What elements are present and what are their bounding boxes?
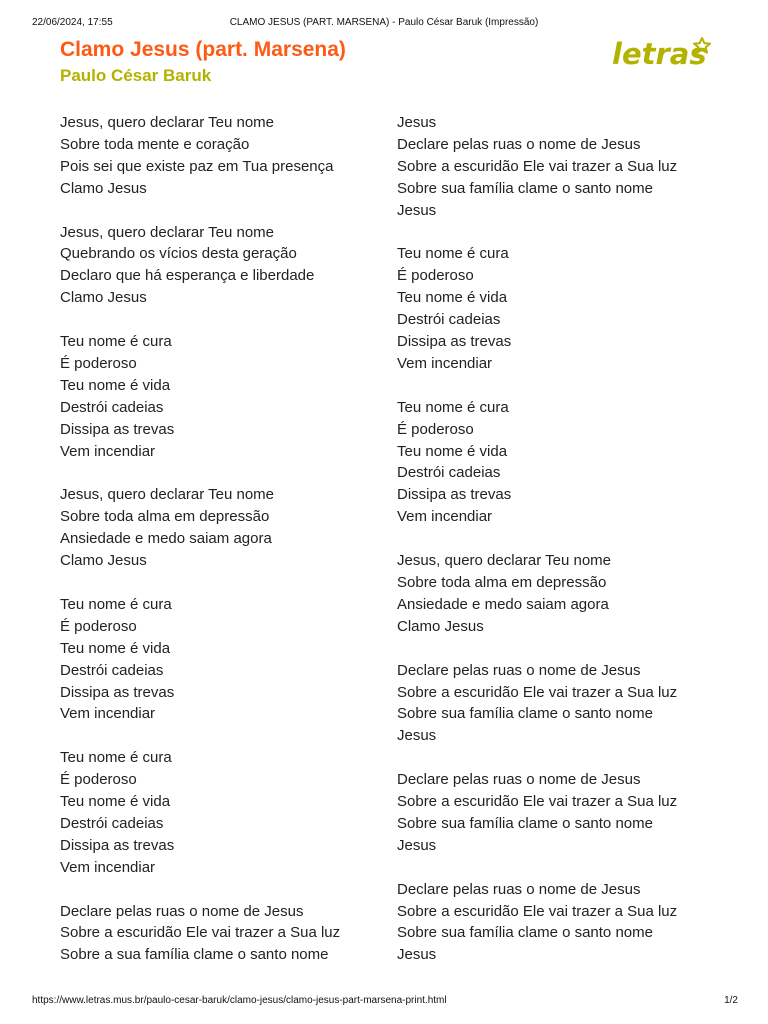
lyric-line: Sobre sua família clame o santo nome xyxy=(397,924,653,942)
lyric-line: Ansiedade e medo saiam agora xyxy=(60,530,272,548)
lyric-line: Teu nome é vida xyxy=(60,376,171,394)
lyric-line: É poderoso xyxy=(397,267,474,285)
page-url: https://www.letras.mus.br/paulo-cesar-baruk/clamo-jesus/clamo-jesus-part-marsena-print.html xyxy=(32,995,447,1006)
lyrics-stanza xyxy=(397,879,727,967)
lyric-line: Jesus, quero declarar Teu nome xyxy=(60,223,275,241)
lyric-line: Dissipa as trevas xyxy=(397,486,512,504)
lyric-line: É poderoso xyxy=(397,420,474,438)
lyric-line: Ansiedade e medo saiam agora xyxy=(397,595,609,613)
lyrics-stanza xyxy=(60,222,380,310)
lyric-line: Declaro que há esperança e liberdade xyxy=(60,267,315,285)
lyrics-stanza xyxy=(60,331,380,462)
lyric-line: É poderoso xyxy=(60,617,137,635)
lyric-line: Destrói cadeias xyxy=(397,464,501,482)
lyric-line: Destrói cadeias xyxy=(397,311,501,329)
lyric-line: Teu nome é vida xyxy=(60,639,171,657)
lyric-line: Teu nome é vida xyxy=(397,289,508,307)
lyric-line: Teu nome é vida xyxy=(60,793,171,811)
lyric-line: Teu nome é cura xyxy=(60,749,172,767)
lyrics-stanza xyxy=(397,243,727,374)
print-datetime: 22/06/2024, 17:55 xyxy=(32,17,113,28)
song-artist: Paulo César Baruk xyxy=(60,66,212,85)
logo-wordmark: letras xyxy=(612,37,707,71)
lyric-line: Sobre a escuridão Ele vai trazer a Sua luz xyxy=(397,157,678,175)
lyrics-stanza xyxy=(397,397,727,528)
lyrics-stanza xyxy=(397,112,727,222)
lyric-line: Declare pelas ruas o nome de Jesus xyxy=(397,880,641,898)
lyric-line: Sobre toda alma em depressão xyxy=(397,573,607,591)
lyric-line: Sobre a escuridão Ele vai trazer a Sua luz xyxy=(397,793,678,811)
lyric-line: Declare pelas ruas o nome de Jesus xyxy=(60,902,304,920)
lyric-line: Vem incendiar xyxy=(60,442,156,460)
lyrics-column-right xyxy=(397,112,727,988)
lyric-line: Jesus xyxy=(397,201,437,219)
lyric-line: Vem incendiar xyxy=(397,508,493,526)
lyric-line: Clamo Jesus xyxy=(60,289,147,307)
lyric-line: Dissipa as trevas xyxy=(60,836,175,854)
lyric-line: Dissipa as trevas xyxy=(60,683,175,701)
lyric-line: Teu nome é cura xyxy=(397,245,509,263)
lyric-line: É poderoso xyxy=(60,354,137,372)
lyric-line: Sobre sua família clame o santo nome xyxy=(397,179,653,197)
lyric-line: Destrói cadeias xyxy=(60,398,164,416)
lyric-line: Declare pelas ruas o nome de Jesus xyxy=(397,771,641,789)
lyric-line: Jesus, quero declarar Teu nome xyxy=(60,114,275,131)
lyrics-stanza xyxy=(397,550,727,638)
lyric-line: Jesus xyxy=(397,727,437,745)
lyric-line: Teu nome é cura xyxy=(60,595,172,613)
lyric-line: Clamo Jesus xyxy=(60,552,147,570)
lyrics-stanza xyxy=(60,747,380,878)
lyric-line: Teu nome é cura xyxy=(60,333,172,351)
lyric-line: Vem incendiar xyxy=(60,705,156,723)
print-header xyxy=(0,15,768,31)
lyric-line: Sobre a escuridão Ele vai trazer a Sua luz xyxy=(397,902,678,920)
lyric-line: Vem incendiar xyxy=(397,354,493,372)
lyrics-stanza xyxy=(60,484,380,572)
lyric-line: Sobre sua família clame o santo nome xyxy=(397,705,653,723)
print-footer xyxy=(0,993,768,1009)
lyric-line: Sobre a sua família clame o santo nome xyxy=(60,946,329,964)
lyric-line: Clamo Jesus xyxy=(60,179,147,197)
lyric-line: Destrói cadeias xyxy=(60,661,164,679)
lyric-line: Sobre a escuridão Ele vai trazer a Sua luz xyxy=(60,924,341,942)
lyric-line: É poderoso xyxy=(60,771,137,789)
lyric-line: Dissipa as trevas xyxy=(397,333,512,351)
lyric-line: Declare pelas ruas o nome de Jesus xyxy=(397,135,641,153)
song-title: Clamo Jesus (part. Marsena) xyxy=(60,38,346,61)
lyrics-stanza xyxy=(397,769,727,857)
lyrics-stanza xyxy=(397,660,727,748)
print-document-title: CLAMO JESUS (PART. MARSENA) - Paulo César Baruk (Impressão) xyxy=(229,17,539,28)
lyric-line: Jesus, quero declarar Teu nome xyxy=(60,486,275,504)
lyrics-stanza xyxy=(60,901,380,967)
letras-logo-graphic xyxy=(609,34,713,74)
lyric-line: Pois sei que existe paz em Tua presença xyxy=(60,157,334,175)
lyric-line: Sobre toda alma em depressão xyxy=(60,508,270,526)
lyric-line: Jesus, quero declarar Teu nome xyxy=(397,552,612,570)
lyric-line: Destrói cadeias xyxy=(60,814,164,832)
lyric-line: Declare pelas ruas o nome de Jesus xyxy=(397,661,641,679)
lyrics-stanza xyxy=(60,112,380,200)
lyric-line: Teu nome é vida xyxy=(397,442,508,460)
lyric-line: Jesus xyxy=(397,114,437,131)
lyric-line: Jesus xyxy=(397,946,437,964)
lyric-line: Sobre toda mente e coração xyxy=(60,135,250,153)
page-number: 1/2 xyxy=(724,995,738,1006)
lyric-line: Jesus xyxy=(397,836,437,854)
lyric-line: Quebrando os vícios desta geração xyxy=(60,245,297,263)
lyric-line: Sobre sua família clame o santo nome xyxy=(397,814,653,832)
letras-logo xyxy=(609,34,713,74)
lyric-line: Sobre a escuridão Ele vai trazer a Sua luz xyxy=(397,683,678,701)
lyrics-column-left xyxy=(60,112,380,988)
lyric-line: Dissipa as trevas xyxy=(60,420,175,438)
lyric-line: Vem incendiar xyxy=(60,858,156,876)
lyrics-stanza xyxy=(60,594,380,725)
lyric-line: Clamo Jesus xyxy=(397,617,484,635)
lyric-line: Teu nome é cura xyxy=(397,398,509,416)
